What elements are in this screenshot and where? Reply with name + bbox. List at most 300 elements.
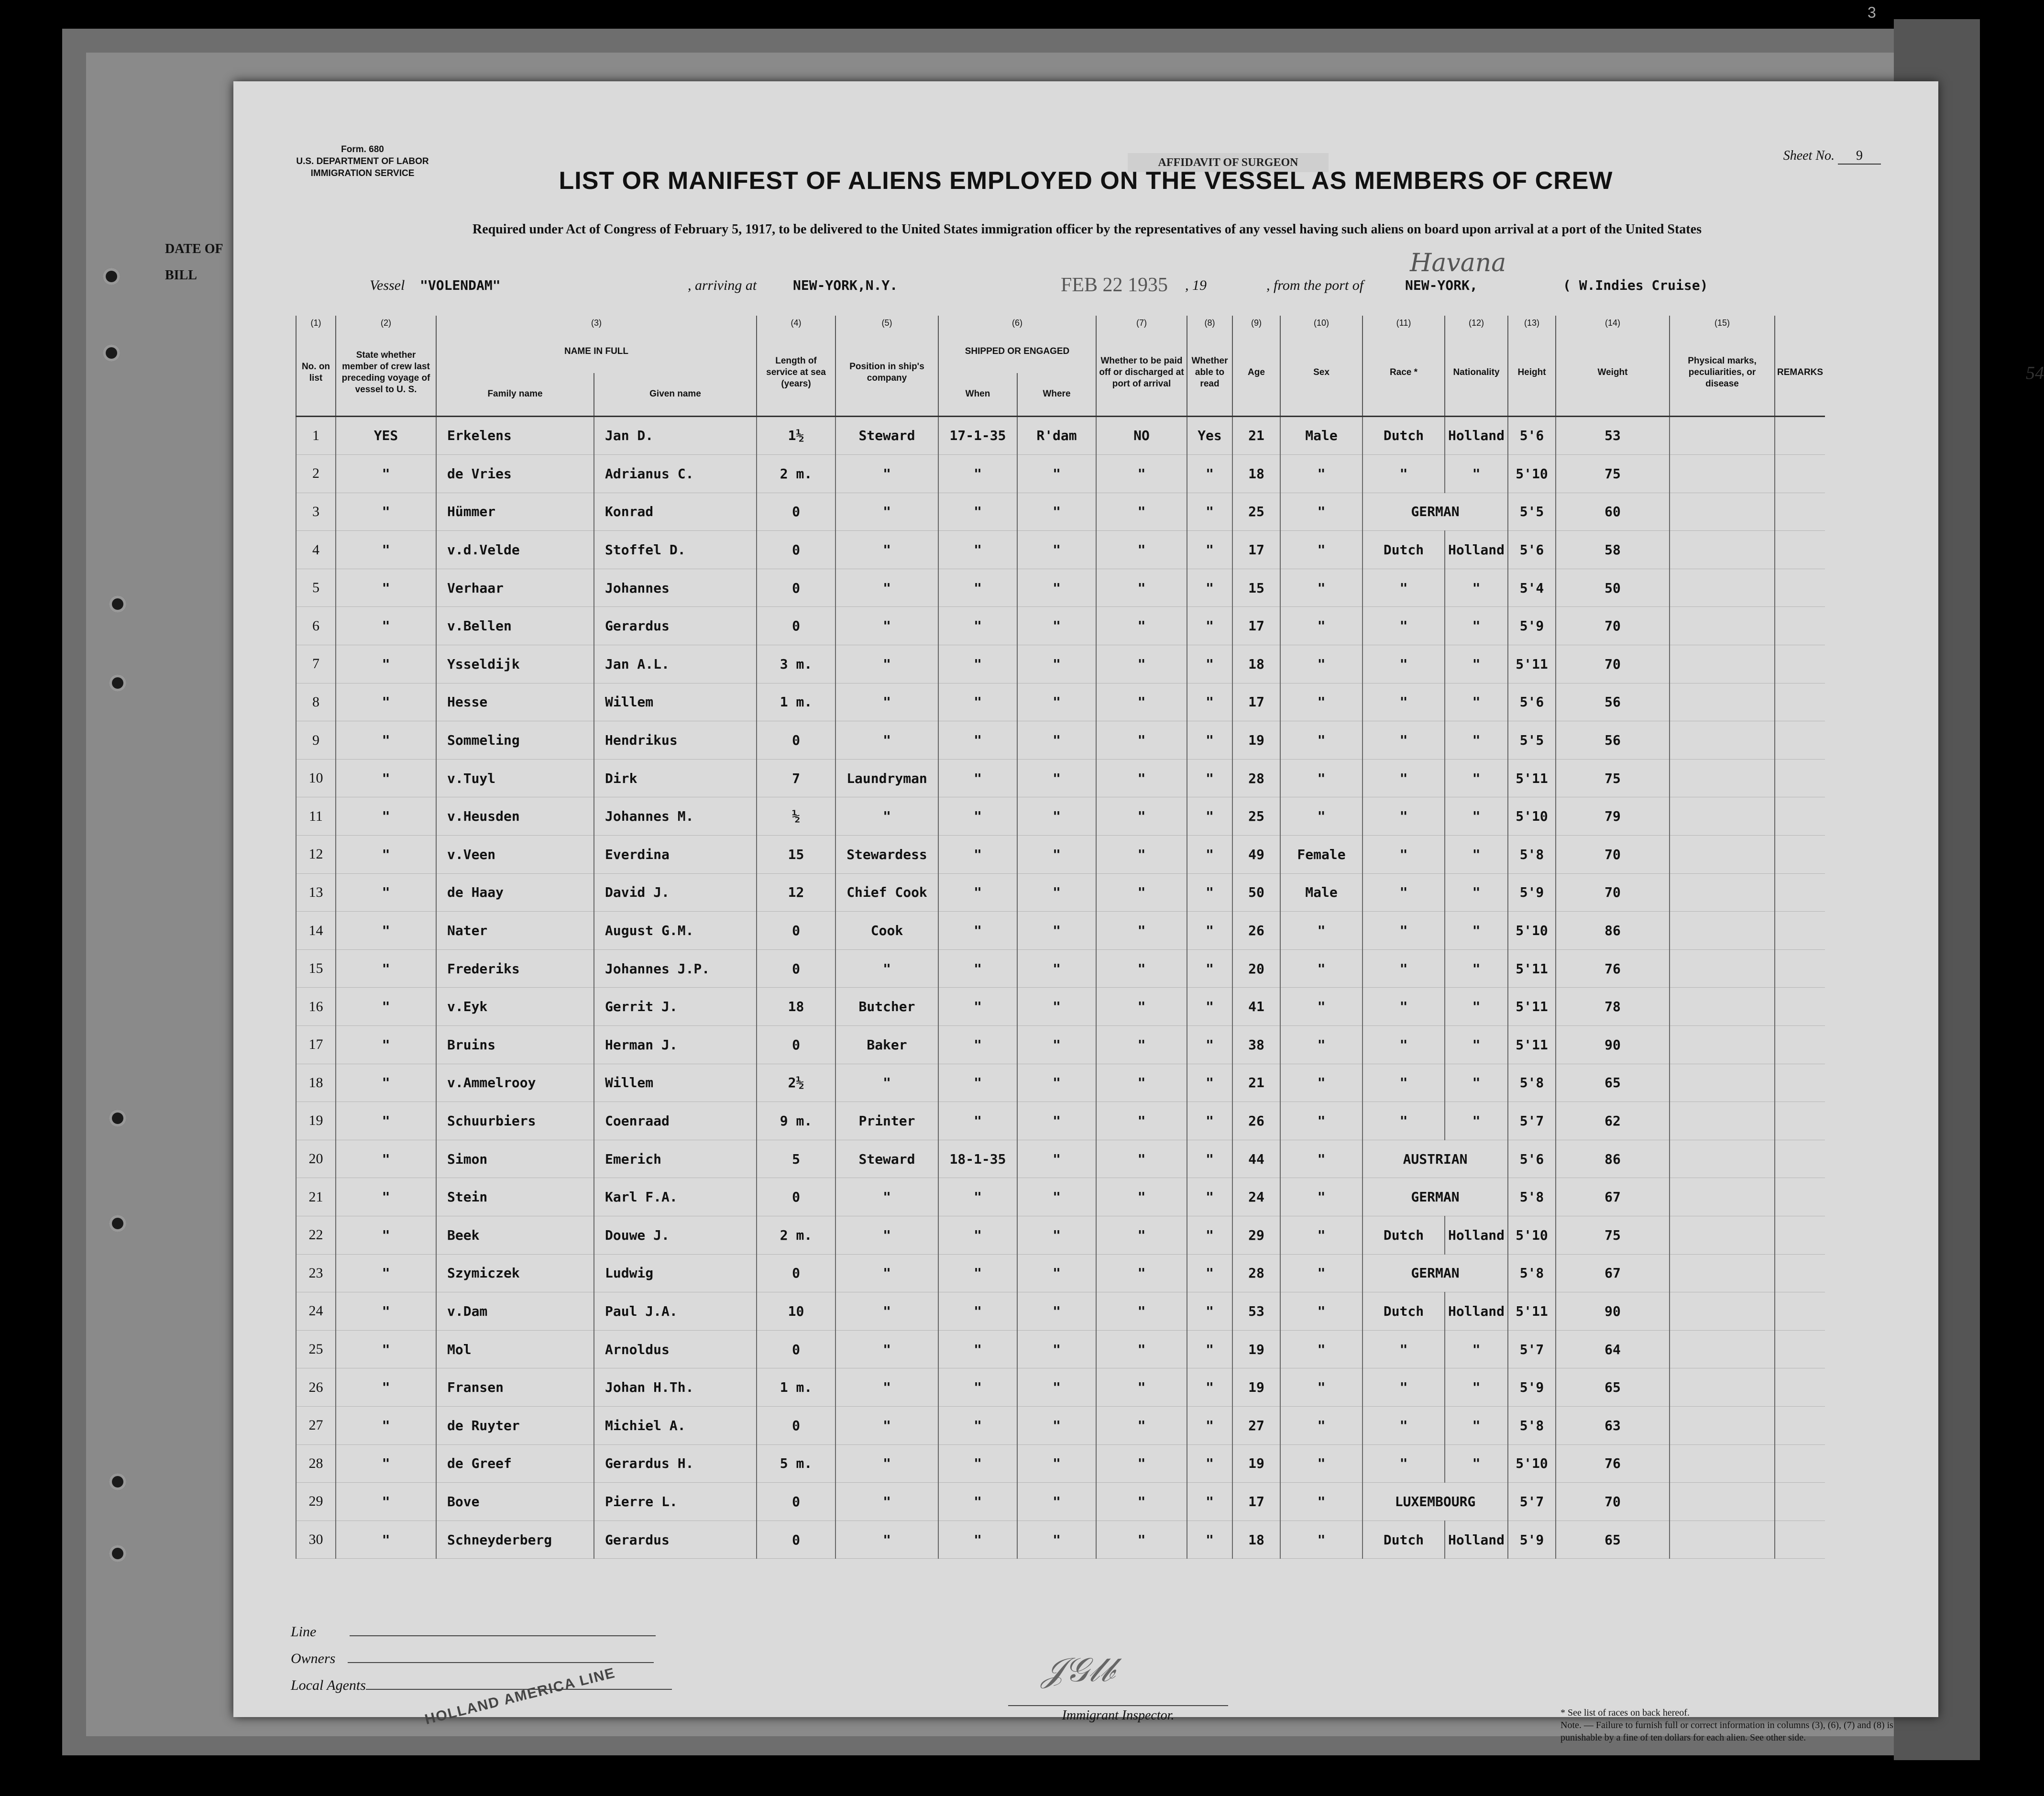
remarks [1775,912,1825,950]
able-to-read: Yes [1187,416,1232,455]
table-row [296,721,1825,760]
family-name: Beek [436,1216,594,1254]
row-number: 5 [296,569,336,607]
paid-off: " [1096,873,1187,912]
given-name: Jan A.L. [594,645,757,683]
given-name: Coenraad [594,1102,757,1140]
race-nationality: LUXEMBOURG [1363,1483,1508,1521]
local-agents-field [291,1677,672,1694]
family-name: v.Dam [436,1292,594,1331]
col-num-11: (11) [1363,316,1445,330]
family-name: Hümmer [436,493,594,531]
nationality: Holland [1445,1216,1508,1254]
age: 19 [1232,721,1280,760]
sex: " [1280,1406,1363,1444]
header-age: Age [1232,330,1280,416]
race: Dutch [1363,416,1445,455]
able-to-read: " [1187,912,1232,950]
race: " [1363,607,1445,645]
previous-voyage: " [336,1406,436,1444]
weight: 70 [1556,1483,1670,1521]
col-num-12: (12) [1445,316,1508,330]
vessel-name: "VOLENDAM" [420,277,501,293]
height: 5'10 [1508,1216,1556,1254]
weight: 65 [1556,1521,1670,1559]
race-nationality: AUSTRIAN [1363,1140,1508,1178]
row-number: 13 [296,873,336,912]
position: " [835,1254,938,1292]
nationality: " [1445,455,1508,493]
race: Dutch [1363,1521,1445,1559]
previous-voyage: " [336,949,436,988]
age: 26 [1232,1102,1280,1140]
shipped-where: " [1017,1140,1096,1178]
physical-marks [1670,607,1775,645]
vessel-line [233,249,1938,306]
shipped-where: " [1017,721,1096,760]
previous-voyage: " [336,797,436,836]
age: 17 [1232,1483,1280,1521]
height: 5'9 [1508,873,1556,912]
height: 5'11 [1508,988,1556,1026]
position: " [835,797,938,836]
physical-marks [1670,683,1775,721]
physical-marks [1670,1330,1775,1368]
family-name: Frederiks [436,949,594,988]
header-sex: Sex [1280,330,1363,416]
given-name: Jan D. [594,416,757,455]
able-to-read: " [1187,836,1232,874]
height: 5'4 [1508,569,1556,607]
table-row [296,949,1825,988]
table-row [296,1330,1825,1368]
position: " [835,1521,938,1559]
shipped-when: " [938,1444,1017,1483]
weight: 86 [1556,1140,1670,1178]
header-physical-marks: Physical marks, peculiarities, or disease [1670,330,1775,416]
shipped-where: " [1017,645,1096,683]
shipped-when: " [938,1292,1017,1331]
shipped-when: " [938,1254,1017,1292]
sex: " [1280,912,1363,950]
height: 5'9 [1508,1368,1556,1407]
weight: 70 [1556,836,1670,874]
shipped-where: " [1017,759,1096,797]
nationality: " [1445,607,1508,645]
age: 15 [1232,569,1280,607]
family-name: Sommeling [436,721,594,760]
paid-off: " [1096,1254,1187,1292]
paid-off: " [1096,455,1187,493]
table-row [296,988,1825,1026]
remarks [1775,759,1825,797]
length-of-service: 0 [757,569,835,607]
sex: " [1280,1026,1363,1064]
row-number: 8 [296,683,336,721]
age: 29 [1232,1216,1280,1254]
row-number: 30 [296,1521,336,1559]
inspector-signature: 𝒥𝒢𝓁𝒷 [1042,1650,1114,1689]
remarks [1775,455,1825,493]
position: " [835,1483,938,1521]
shipped-when: 18-1-35 [938,1140,1017,1178]
shipped-when: " [938,455,1017,493]
able-to-read: " [1187,797,1232,836]
height: 5'8 [1508,1178,1556,1216]
header-given-name: Given name [594,373,757,416]
remarks [1775,1254,1825,1292]
length-of-service: 5 m. [757,1444,835,1483]
paid-off: " [1096,569,1187,607]
height: 5'8 [1508,836,1556,874]
race: " [1363,836,1445,874]
header-state-whether: State whether member of crew last preceding voyage of vessel to U. S. [336,330,436,416]
shipped-where: " [1017,1330,1096,1368]
nationality: " [1445,1330,1508,1368]
weight: 86 [1556,912,1670,950]
sex: Female [1280,836,1363,874]
physical-marks [1670,1140,1775,1178]
able-to-read: " [1187,645,1232,683]
family-name: Schuurbiers [436,1102,594,1140]
sex: " [1280,988,1363,1026]
header-row-1 [296,330,1825,373]
position: " [835,1444,938,1483]
inspector-label: Immigrant Inspector. [1008,1705,1228,1723]
remarks [1775,1102,1825,1140]
remarks [1775,1140,1825,1178]
shipped-when: " [938,1026,1017,1064]
family-name: v.Ammelrooy [436,1064,594,1102]
header-weight: Weight [1556,330,1670,416]
previous-voyage: " [336,1102,436,1140]
nationality: " [1445,569,1508,607]
arrival-port: NEW-YORK,N.Y. [793,277,898,293]
local-agents-label: Local Agents [291,1677,366,1693]
weight: 67 [1556,1178,1670,1216]
row-number: 14 [296,912,336,950]
shipped-when: " [938,1330,1017,1368]
vessel-label: Vessel [370,277,405,293]
owners-label: Owners [291,1651,336,1666]
position: Steward [835,416,938,455]
remarks [1775,1026,1825,1064]
cruise-note: ( W.Indies Cruise) [1563,277,1708,293]
able-to-read: " [1187,1102,1232,1140]
race: " [1363,1102,1445,1140]
header-paid-off: Whether to be paid off or discharged at port of arrival [1096,330,1187,416]
previous-voyage: " [336,683,436,721]
weight: 76 [1556,949,1670,988]
sex: " [1280,949,1363,988]
able-to-read: " [1187,683,1232,721]
race: " [1363,569,1445,607]
footnote [1560,1707,1924,1744]
race: Dutch [1363,1292,1445,1331]
family-name: de Vries [436,455,594,493]
physical-marks [1670,569,1775,607]
previous-voyage: " [336,607,436,645]
previous-voyage: " [336,1444,436,1483]
nationality: " [1445,836,1508,874]
weight: 90 [1556,1026,1670,1064]
previous-voyage: " [336,569,436,607]
page-subtitle: Required under Act of Congress of February 5, 1917, to be delivered to the United States immigration officer by the representatives of any vessel having such aliens on board upon arrival at a port of the United States [473,222,1702,237]
physical-marks [1670,1102,1775,1140]
paid-off: " [1096,1178,1187,1216]
paid-off: " [1096,721,1187,760]
previous-voyage: " [336,873,436,912]
physical-marks [1670,1521,1775,1559]
remarks [1775,1368,1825,1407]
able-to-read: " [1187,1140,1232,1178]
height: 5'7 [1508,1330,1556,1368]
shipped-when: " [938,683,1017,721]
height: 5'6 [1508,416,1556,455]
owners-field [291,1651,654,1667]
table-row [296,1026,1825,1064]
row-number: 26 [296,1368,336,1407]
able-to-read: " [1187,873,1232,912]
nationality: " [1445,949,1508,988]
weight: 60 [1556,493,1670,531]
shipped-when: " [938,912,1017,950]
age: 49 [1232,836,1280,874]
previous-voyage: " [336,1254,436,1292]
physical-marks [1670,1216,1775,1254]
table-row [296,759,1825,797]
col-num-6: (6) [938,316,1096,330]
race: " [1363,873,1445,912]
position: Laundryman [835,759,938,797]
height: 5'11 [1508,1026,1556,1064]
remarks [1775,836,1825,874]
table-row [296,1254,1825,1292]
given-name: Adrianus C. [594,455,757,493]
physical-marks [1670,1406,1775,1444]
previous-voyage: " [336,1178,436,1216]
age: 18 [1232,455,1280,493]
age: 41 [1232,988,1280,1026]
weight: 67 [1556,1254,1670,1292]
previous-voyage: " [336,1521,436,1559]
given-name: August G.M. [594,912,757,950]
crew-rows [296,416,1825,1559]
physical-marks [1670,873,1775,912]
position: " [835,455,938,493]
shipped-where: " [1017,1216,1096,1254]
shipped-where: " [1017,1521,1096,1559]
sex: " [1280,721,1363,760]
position: " [835,1406,938,1444]
remarks [1775,645,1825,683]
previous-voyage: " [336,455,436,493]
paid-off: " [1096,797,1187,836]
table-row [296,645,1825,683]
table-row [296,493,1825,531]
family-name: Nater [436,912,594,950]
line-label: Line [291,1624,317,1640]
col-num-remarks [1775,316,1825,330]
able-to-read: " [1187,1444,1232,1483]
previous-voyage: " [336,1064,436,1102]
shipped-where: " [1017,683,1096,721]
sex: " [1280,1521,1363,1559]
family-name: Stein [436,1178,594,1216]
sex: " [1280,1178,1363,1216]
length-of-service: 0 [757,1178,835,1216]
able-to-read: " [1187,493,1232,531]
sex: " [1280,683,1363,721]
shipped-where: " [1017,1368,1096,1407]
form-number: Form. 680 [341,144,384,154]
race: " [1363,455,1445,493]
shipped-where: " [1017,1483,1096,1521]
col-num-14: (14) [1556,316,1670,330]
family-name: de Greef [436,1444,594,1483]
page-mark: 54 [2026,363,2044,383]
header-remarks: REMARKS [1775,330,1825,416]
table-row [296,1483,1825,1521]
age: 53 [1232,1292,1280,1331]
shipped-when: " [938,836,1017,874]
given-name: Dirk [594,759,757,797]
height: 5'6 [1508,1140,1556,1178]
sex: Male [1280,416,1363,455]
age: 17 [1232,683,1280,721]
shipped-when: " [938,569,1017,607]
able-to-read: " [1187,1406,1232,1444]
paid-off: " [1096,683,1187,721]
given-name: Douwe J. [594,1216,757,1254]
able-to-read: " [1187,1483,1232,1521]
previous-voyage: " [336,1330,436,1368]
row-number: 27 [296,1406,336,1444]
able-to-read: " [1187,1026,1232,1064]
physical-marks [1670,493,1775,531]
paid-off: " [1096,1102,1187,1140]
table-row [296,1444,1825,1483]
previous-voyage: " [336,1292,436,1331]
position: " [835,531,938,569]
age: 18 [1232,645,1280,683]
shipped-where: R'dam [1017,416,1096,455]
nationality: " [1445,1368,1508,1407]
row-number: 22 [296,1216,336,1254]
service: IMMIGRATION SERVICE [310,168,415,178]
shipped-when: " [938,988,1017,1026]
departure-port: NEW-YORK, [1405,277,1478,293]
paid-off: " [1096,1521,1187,1559]
able-to-read: " [1187,1292,1232,1331]
age: 17 [1232,531,1280,569]
age: 28 [1232,1254,1280,1292]
shipped-where: " [1017,836,1096,874]
remarks [1775,797,1825,836]
length-of-service: 0 [757,1026,835,1064]
height: 5'7 [1508,1102,1556,1140]
race: " [1363,683,1445,721]
remarks [1775,1521,1825,1559]
length-of-service: 15 [757,836,835,874]
remarks [1775,1064,1825,1102]
shipped-when: " [938,949,1017,988]
header-height: Height [1508,330,1556,416]
row-number: 18 [296,1064,336,1102]
sex: " [1280,455,1363,493]
header-no-on-list: No. on list [296,330,336,416]
position: Butcher [835,988,938,1026]
position: Cook [835,912,938,950]
race: " [1363,759,1445,797]
header-nationality: Nationality [1445,330,1508,416]
physical-marks [1670,1178,1775,1216]
shipped-where: " [1017,949,1096,988]
header-name-in-full: NAME IN FULL [436,330,757,373]
row-number: 2 [296,455,336,493]
able-to-read: " [1187,1368,1232,1407]
height: 5'6 [1508,683,1556,721]
given-name: Stoffel D. [594,531,757,569]
shipped-where: " [1017,569,1096,607]
weight: 75 [1556,455,1670,493]
shipped-where: " [1017,873,1096,912]
family-name: v.Heusden [436,797,594,836]
remarks [1775,607,1825,645]
paid-off: " [1096,1140,1187,1178]
sex: " [1280,493,1363,531]
family-name: de Haay [436,873,594,912]
given-name: Everdina [594,836,757,874]
paid-off: " [1096,531,1187,569]
remarks [1775,721,1825,760]
able-to-read: " [1187,569,1232,607]
position: Baker [835,1026,938,1064]
previous-voyage: " [336,493,436,531]
row-number: 10 [296,759,336,797]
age: 26 [1232,912,1280,950]
previous-voyage: " [336,645,436,683]
paid-off: " [1096,1064,1187,1102]
physical-marks [1670,455,1775,493]
shipped-when: 17-1-35 [938,416,1017,455]
header-where: Where [1017,373,1096,416]
previous-voyage: " [336,531,436,569]
able-to-read: " [1187,455,1232,493]
row-number: 20 [296,1140,336,1178]
able-to-read: " [1187,531,1232,569]
col-num-4: (4) [757,316,835,330]
length-of-service: 5 [757,1140,835,1178]
paid-off: " [1096,493,1187,531]
age: 21 [1232,416,1280,455]
date-stamp: FEB 22 1935 [1061,274,1168,296]
length-of-service: 0 [757,531,835,569]
table-row [296,1292,1825,1331]
previous-voyage: " [336,1140,436,1178]
affidavit-heading: AFFIDAVIT OF SURGEON [1128,153,1329,172]
paid-off: " [1096,1368,1187,1407]
crew-manifest-table [296,316,1825,1559]
weight: 70 [1556,645,1670,683]
position: " [835,1216,938,1254]
length-of-service: 0 [757,1330,835,1368]
remarks [1775,569,1825,607]
table-row [296,1102,1825,1140]
family-name: Erkelens [436,416,594,455]
height: 5'8 [1508,1254,1556,1292]
age: 44 [1232,1140,1280,1178]
